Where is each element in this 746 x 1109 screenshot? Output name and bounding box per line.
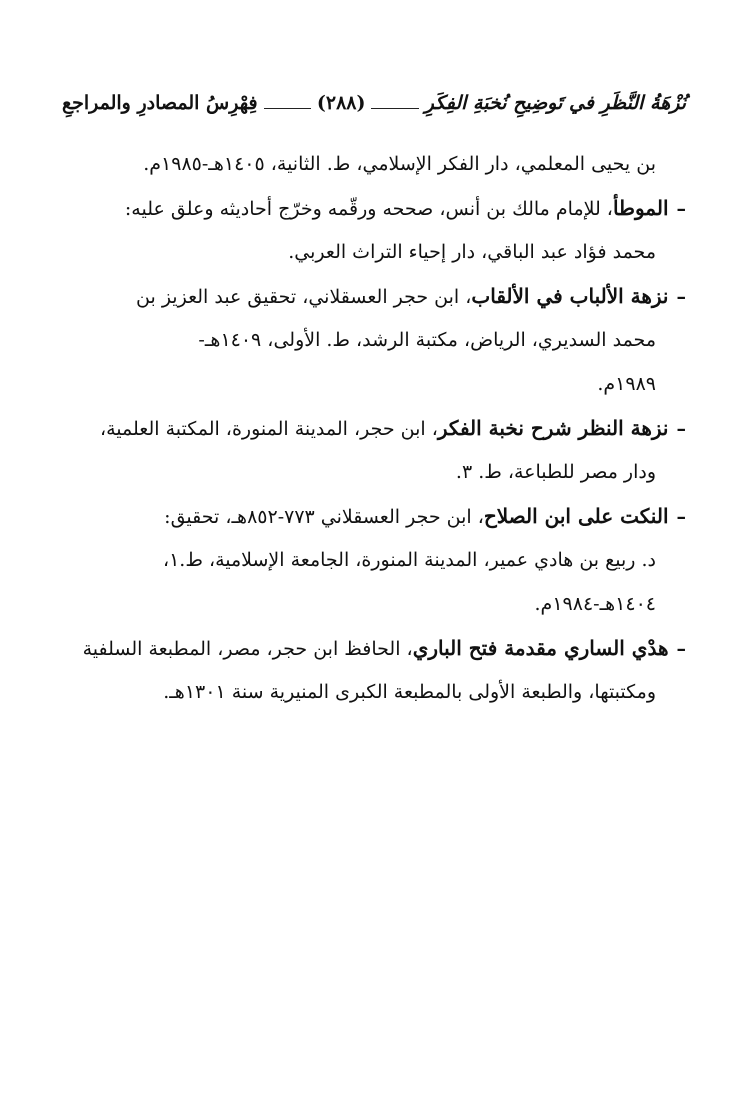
- entry-title: الموطأ: [612, 196, 669, 220]
- entry-text: ، ابن حجر العسقلاني ٧٧٣-٨٥٢هـ، تحقيق:: [164, 506, 484, 528]
- bibliography-entry: [62, 186, 686, 274]
- entry-line: ١٤٠٤هـ-١٩٨٤م.: [534, 593, 656, 615]
- entry-title: نزهة الألباب في الألقاب: [471, 284, 669, 308]
- entry-dash: –: [676, 418, 686, 440]
- page-number: (٢٨٨): [316, 92, 366, 114]
- entry-title: نزهة النظر شرح نخبة الفكر: [437, 416, 669, 440]
- entry-text: ، للإمام مالك بن أنس، صححه ورقّمه وخرّج أحاديثه وعلق عليه:: [124, 198, 613, 220]
- entry-first-line: [62, 406, 686, 450]
- entry-dash: –: [676, 286, 686, 308]
- header-section-title: فِهْرِسُ المصادرِ والمراجعِ: [62, 92, 258, 114]
- entry-dash: –: [676, 198, 686, 220]
- entry-line: محمد السديري، الرياض، مكتبة الرشد، ط. الأولى، ١٤٠٩هـ-: [198, 329, 656, 351]
- entry-continuation-line: بن يحيى المعلمي، دار الفكر الإسلامي، ط. الثانية، ١٤٠٥هـ-١٩٨٥م.: [143, 153, 656, 175]
- header-rule-left: [264, 108, 311, 109]
- header-book-title: نُزْهَةُ النَّظَرِ في تَوضِيحِ نُخبَةِ الفِكَرِ: [424, 92, 686, 114]
- entry-line: محمد فؤاد عبد الباقي، دار إحياء التراث العربي.: [288, 241, 656, 263]
- entry-text: ، الحافظ ابن حجر، مصر، المطبعة السلفية: [82, 638, 413, 660]
- bibliography-entry: [62, 274, 686, 406]
- entry-line: ومكتبتها، والطبعة الأولى بالمطبعة الكبرى المنيرية سنة ١٣٠١هـ.: [163, 681, 656, 703]
- entry-title: النكت على ابن الصلاح: [483, 504, 669, 528]
- entry-first-line: [62, 494, 686, 538]
- header-rule-right: [371, 108, 418, 109]
- bibliography-entry-continued: [62, 142, 686, 186]
- bibliography-entry: [62, 494, 686, 626]
- entry-dash: –: [676, 506, 686, 528]
- entry-text: ، ابن حجر العسقلاني، تحقيق عبد العزيز بن: [136, 286, 472, 308]
- entry-dash: –: [676, 638, 686, 660]
- bibliography-list: [62, 142, 686, 714]
- bibliography-entry: [62, 406, 686, 494]
- entry-first-line: [62, 626, 686, 670]
- header-middle: [258, 92, 425, 114]
- entry-title: هدْي الساري مقدمة فتح الباري: [412, 636, 669, 660]
- entry-line: ١٩٨٩م.: [597, 373, 656, 395]
- running-header: [62, 86, 686, 120]
- entry-first-line: [62, 274, 686, 318]
- entry-line: د. ربيع بن هادي عمير، المدينة المنورة، الجامعة الإسلامية، ط.١،: [162, 549, 656, 571]
- entry-text: ، ابن حجر، المدينة المنورة، المكتبة العلمية،: [99, 418, 438, 440]
- entry-first-line: [62, 186, 686, 230]
- bibliography-entry: [62, 626, 686, 714]
- entry-line: ودار مصر للطباعة، ط. ٣.: [455, 461, 656, 483]
